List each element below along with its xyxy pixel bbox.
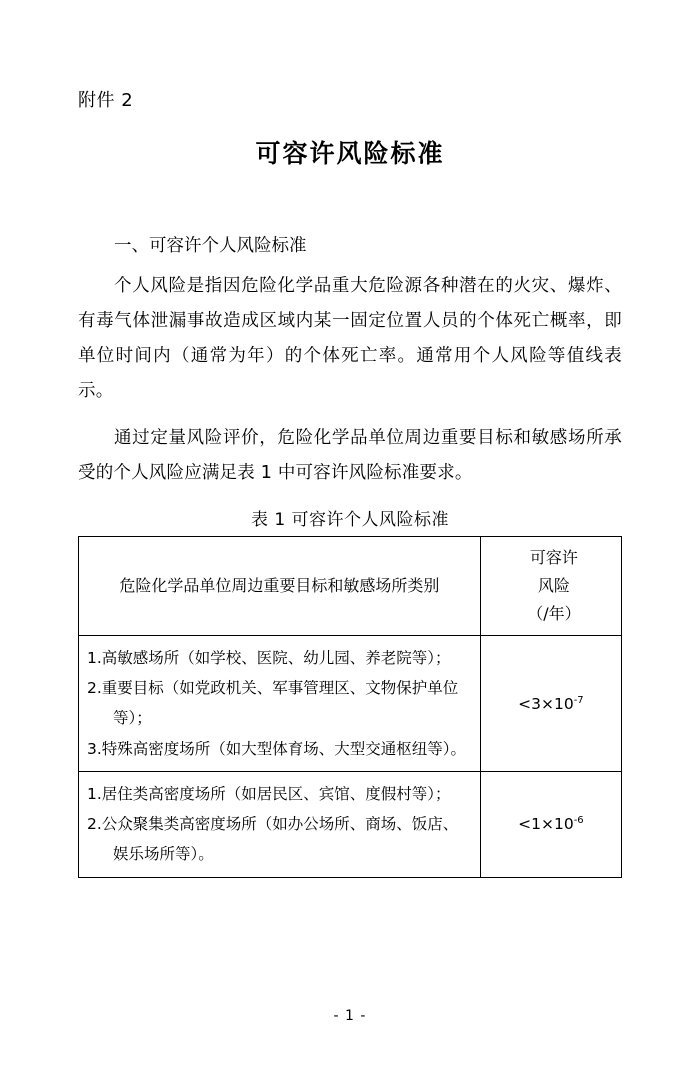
risk-value-prefix: <3×10 xyxy=(518,694,574,713)
category-item: 2.重要目标（如党政机关、军事管理区、文物保护单位 xyxy=(87,679,459,698)
category-item: 1.居住类高密度场所（如居民区、宾馆、度假村等）； xyxy=(87,784,451,803)
table-header-tolerable-risk-line1: 可容许 xyxy=(529,548,578,567)
table-row xyxy=(79,636,622,772)
table-cell-value-row2 xyxy=(480,771,621,877)
table-cell-value-row1 xyxy=(480,636,621,772)
section-heading: 一、可容许个人风险标准 xyxy=(114,236,307,256)
risk-standard-table xyxy=(78,536,622,878)
table-cell-categories-row1 xyxy=(79,636,481,772)
table-header-tolerable-risk-line3: （/年） xyxy=(527,604,581,623)
document-page xyxy=(0,86,700,1076)
attachment-label: 附件 2 xyxy=(78,90,134,111)
category-item: 娱乐场所等）。 xyxy=(113,845,214,864)
table-header-category: 危险化学品单位周边重要目标和敏感场所类别 xyxy=(79,537,481,636)
paragraph-quantitative-risk-assessment: 通过定量风险评价，危险化学品单位周边重要目标和敏感场所承受的个人风险应满足表 1 中可容许风险标准要求。 xyxy=(78,428,622,483)
category-item: 等）； xyxy=(113,709,152,728)
table-header-row xyxy=(79,537,622,636)
table-cell-categories-row2 xyxy=(79,771,481,877)
risk-value-prefix: <1×10 xyxy=(518,815,574,834)
table-header-tolerable-risk xyxy=(480,537,621,636)
category-item: 1.高敏感场所（如学校、医院、幼儿园、养老院等）； xyxy=(87,649,451,667)
table-header-tolerable-risk-line2: 风险 xyxy=(537,576,570,595)
risk-value-exponent: -6 xyxy=(573,815,584,827)
table-row xyxy=(79,771,622,877)
category-item: 2.公众聚集类高密度场所（如办公场所、商场、饭店、 xyxy=(87,815,459,834)
paragraph-individual-risk-definition: 个人风险是指因危险化学品重大危险源各种潜在的火灾、爆炸、有毒气体泄漏事故造成区域内某一固定位置人员的个体死亡概率，即单位时间内（通常为年）的个体死亡率。通常用个人风险等值线表示。 xyxy=(78,276,622,401)
risk-value-exponent: -7 xyxy=(573,694,584,706)
category-item: 3.特殊高密度场所（如大型体育场、大型交通枢纽等）。 xyxy=(87,739,467,758)
table-caption: 表 1 可容许个人风险标准 xyxy=(250,510,450,530)
page-title: 可容许风险标准 xyxy=(255,139,445,168)
page-number: - 1 - xyxy=(333,1008,367,1024)
